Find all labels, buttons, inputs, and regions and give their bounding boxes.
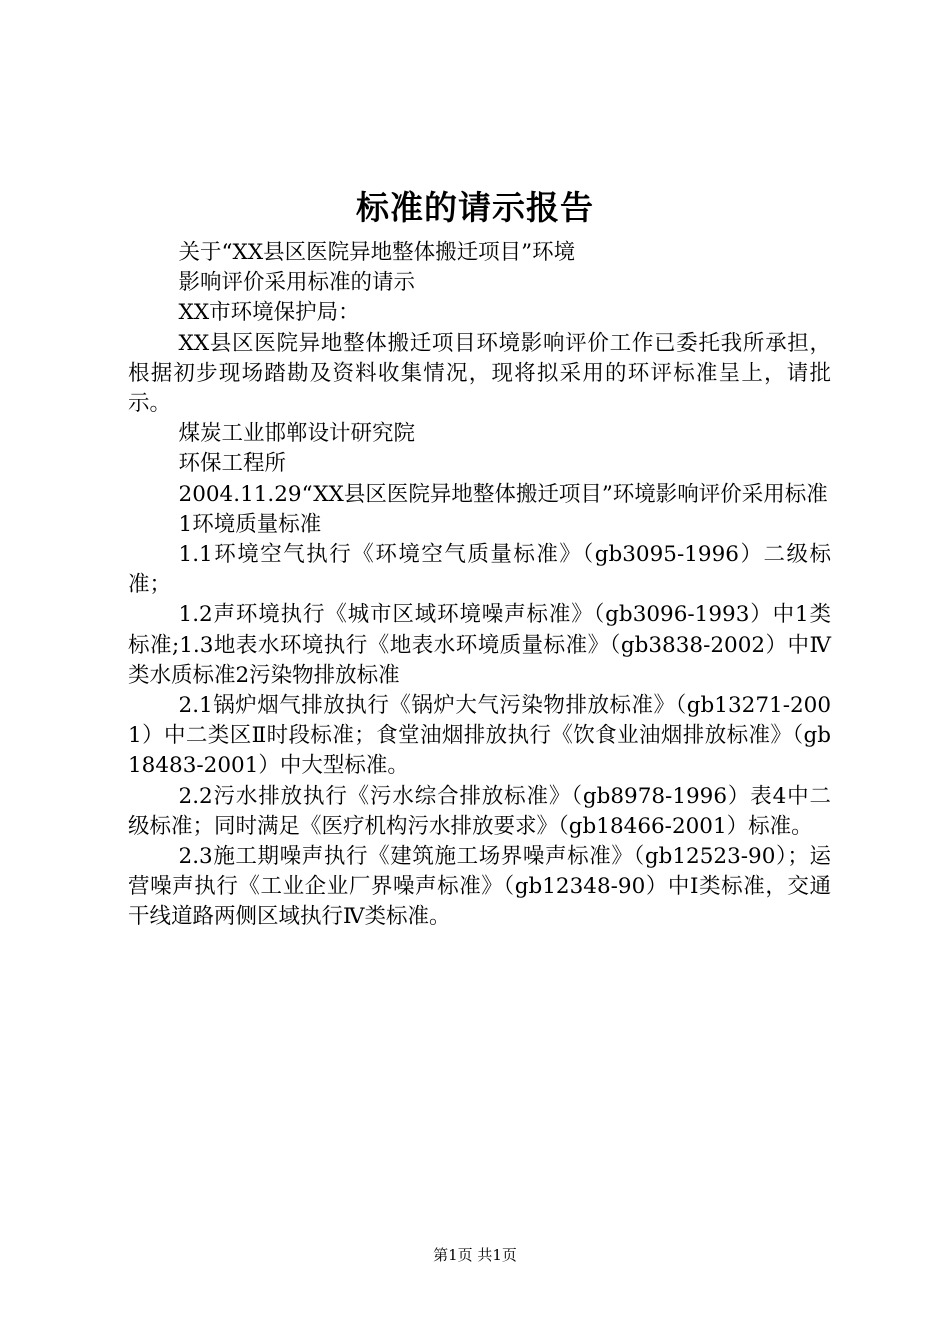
paragraph-recipient: XX市环境保护局： [178, 300, 360, 326]
paragraph-request: XX县区医院异地整体搬迁项目环境影响评价工作已委托我所承担，根据初步现场踏勘及资料收集情况，现将拟采用的环评标准呈上，请批示。 [128, 330, 831, 417]
paragraph-item-2-2: 2.2污水排放执行《污水综合排放标准》（gb8978-1996）表4中二级标准；同时满足《医疗机构污水排放要求》（gb18466-2001）标准。 [128, 783, 831, 839]
paragraph-item-1-2: 1.2声环境执行《城市区域环境噪声标准》（gb3096-1993）中1类标准;1.3地表水环境执行《地表水环境质量标准》（gb3838-2002）中Ⅳ类水质标准2污染物排放标准 [128, 602, 831, 688]
paragraph-sender-department: 环保工程所 [178, 451, 287, 477]
page-footer: 第1页 共1页 [433, 1246, 517, 1264]
paragraph-sender-institute: 煤炭工业邯郸设计研究院 [178, 421, 416, 447]
document-body [128, 238, 831, 933]
paragraph-item-2-1: 2.1锅炉烟气排放执行《锅炉大气污染物排放标准》（gb13271-2001）中二类区Ⅱ时段标准；食堂油烟排放执行《饮食业油烟排放标准》（gb18483-2001）中大型标准。 [128, 693, 831, 779]
paragraph-section-1: 1环境质量标准 [178, 511, 322, 537]
paragraph-item-2-3: 2.3施工期噪声执行《建筑施工场界噪声标准》（gb12523-90）；运营噪声执行《工业企业厂界噪声标准》（gb12348-90）中Ⅰ类标准，交通干线道路两侧区域执行Ⅳ类标准。 [128, 844, 831, 930]
paragraph-item-1-1: 1.1环境空气执行《环境空气质量标准》（gb3095-1996）二级标准； [128, 542, 831, 598]
paragraph-subject-line-2: 影响评价采用标准的请示 [178, 270, 416, 296]
paragraph-subject-line-1: 关于“XX县区医院异地整体搬迁项目”环境 [178, 240, 576, 265]
paragraph-date-heading: 2004.11.29“XX县区医院异地整体搬迁项目”环境影响评价采用标准 [178, 481, 828, 507]
document-title: 标准的请示报告 [356, 188, 594, 227]
